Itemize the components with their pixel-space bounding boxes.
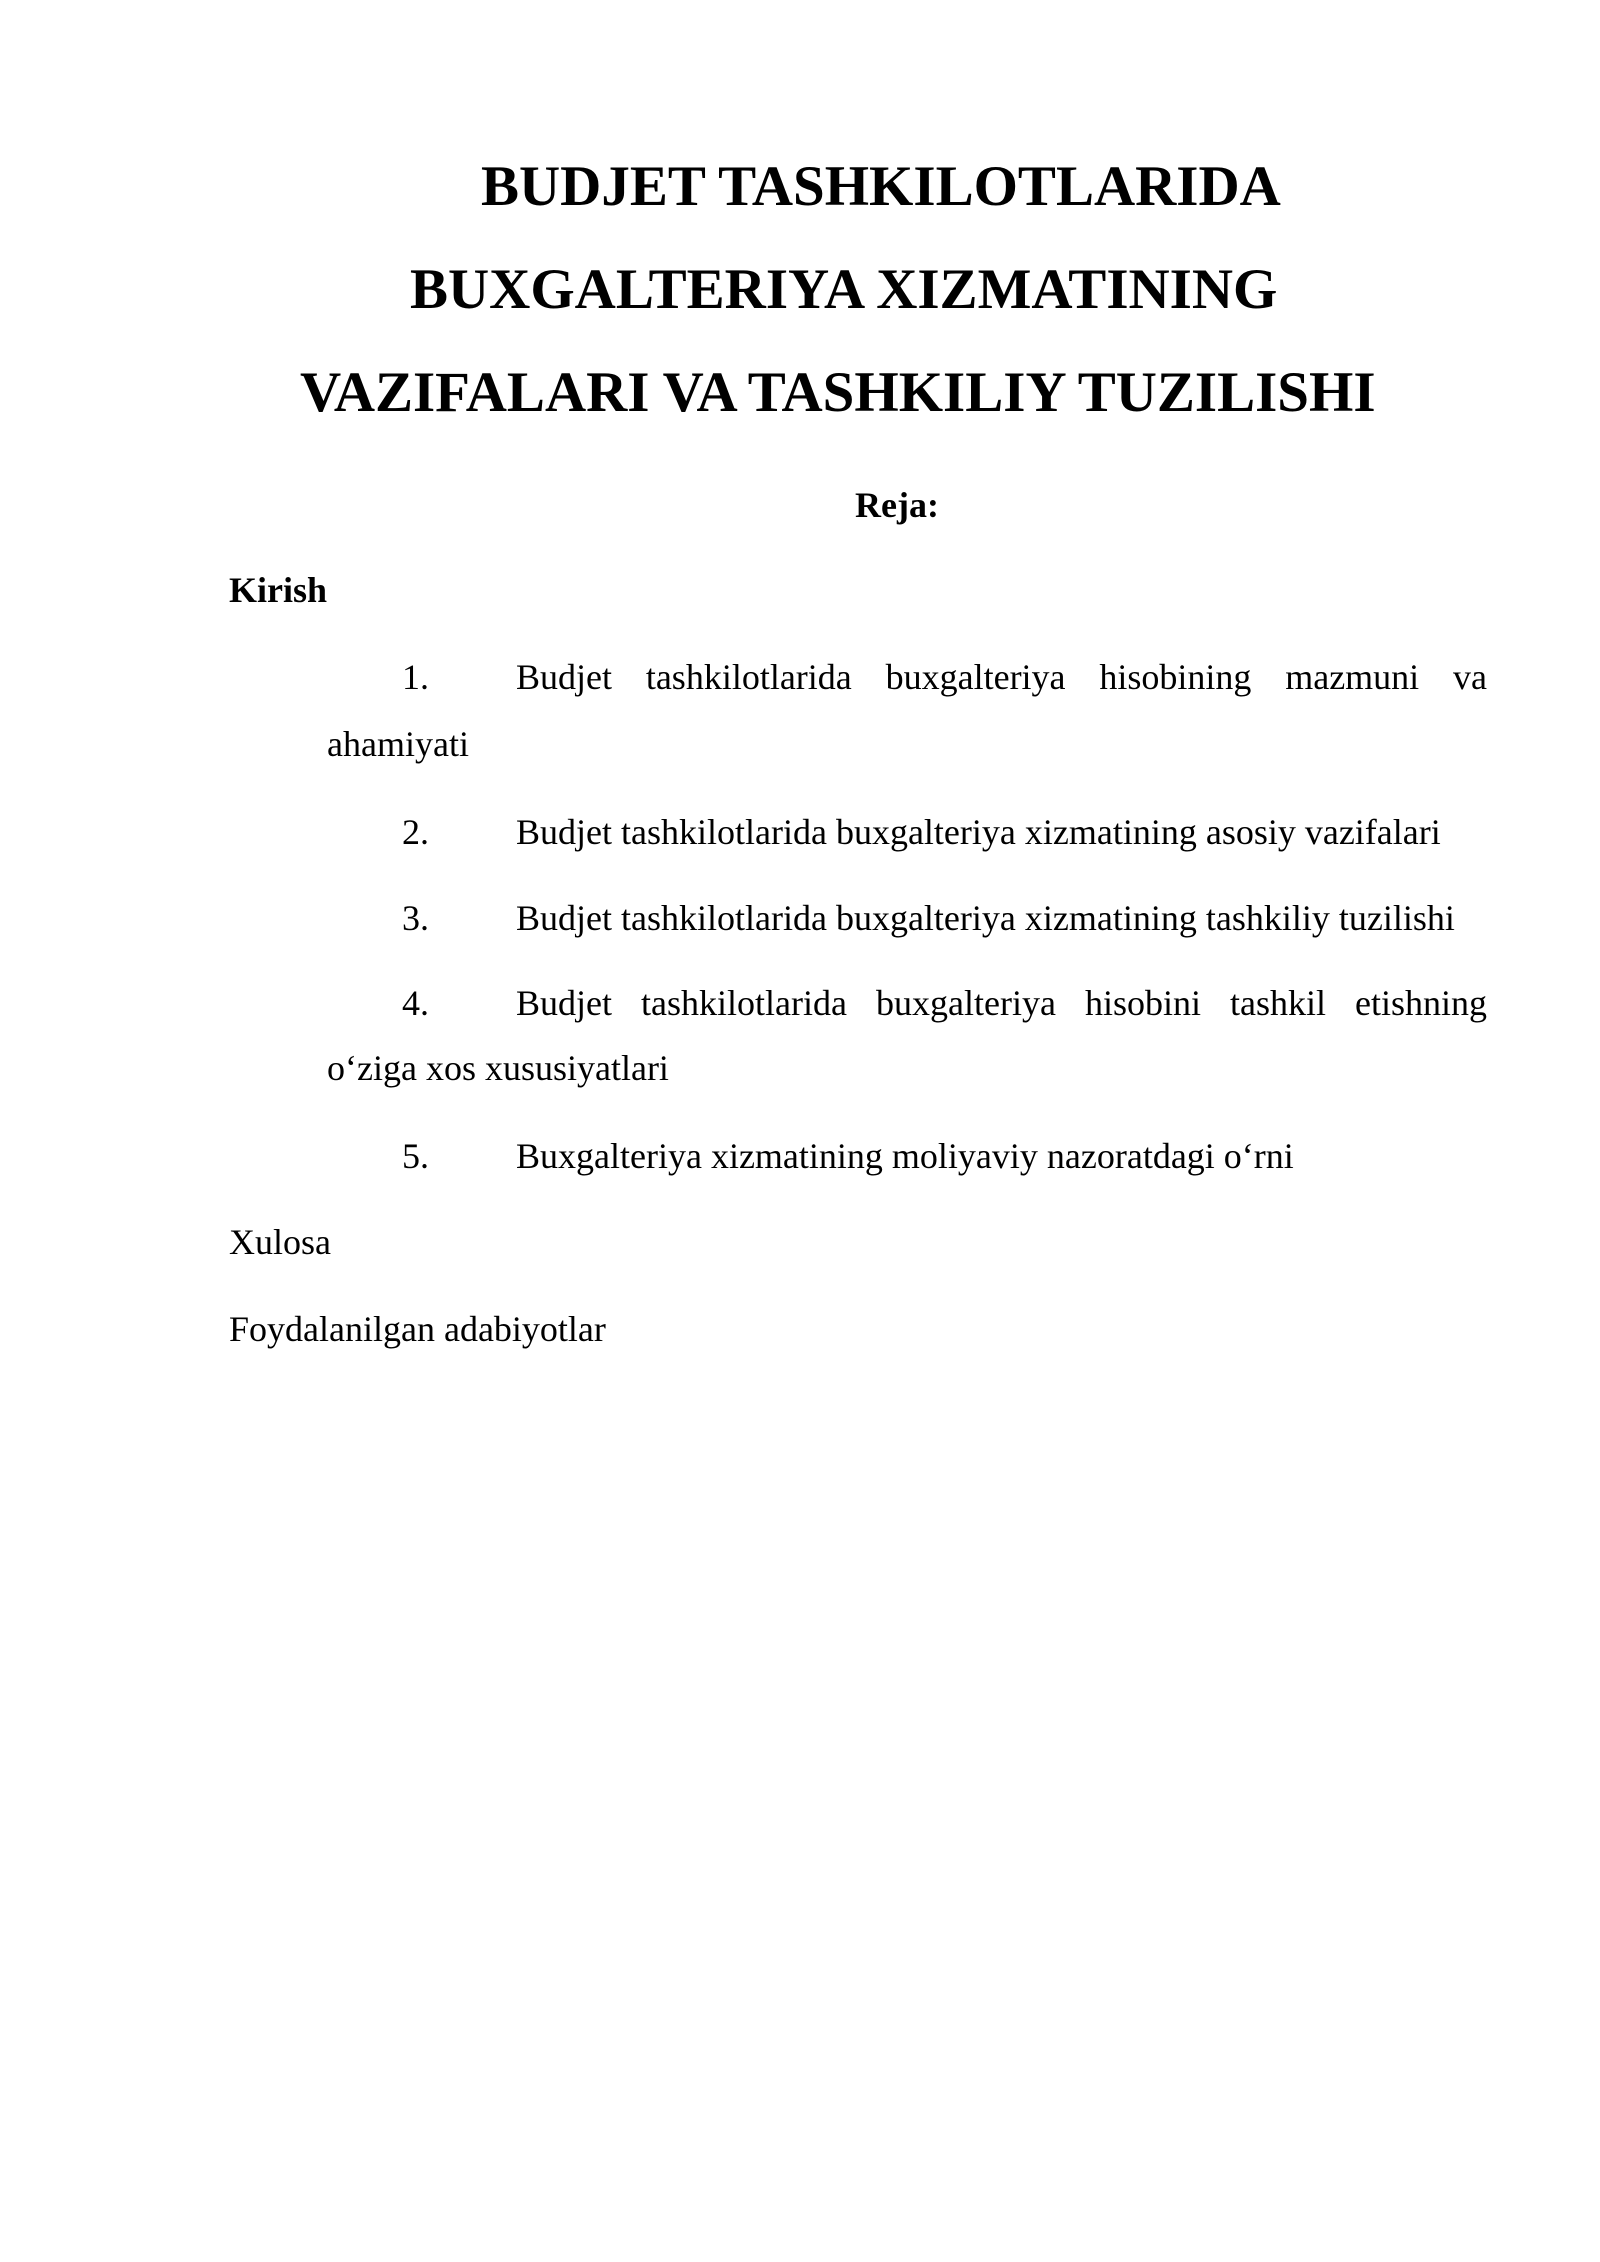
document-title-line-1: BUDJET TASHKILOTLARIDA bbox=[481, 155, 1281, 218]
plan-item-4-text: Budjet tashkilotlarida buxgalteriya hisobini tashkil etishning bbox=[516, 983, 1487, 1023]
plan-item-4-number: 4. bbox=[402, 983, 429, 1023]
document-title-line-2: BUXGALTERIYA XIZMATINING bbox=[410, 258, 1278, 321]
plan-item-5-text: Buxgalteriya xizmatining moliyaviy nazoratdagi o‘rni bbox=[516, 1136, 1294, 1176]
conclusion-heading: Xulosa bbox=[229, 1222, 331, 1262]
plan-item-1-number: 1. bbox=[402, 657, 429, 697]
plan-item-4-text-continuation: o‘ziga xos xususiyatlari bbox=[327, 1048, 669, 1088]
plan-item-3-text: Budjet tashkilotlarida buxgalteriya xizmatining tashkiliy tuzilishi bbox=[516, 898, 1455, 938]
document-title-line-3: VAZIFALARI VA TASHKILIY TUZILISHI bbox=[300, 361, 1376, 424]
plan-item-1-text: Budjet tashkilotlarida buxgalteriya hisobining mazmuni va bbox=[516, 657, 1487, 697]
intro-heading: Kirish bbox=[229, 570, 328, 610]
plan-item-3-number: 3. bbox=[402, 898, 429, 938]
plan-item-1-text-continuation: ahamiyati bbox=[327, 724, 469, 764]
plan-heading: Reja: bbox=[855, 485, 939, 525]
plan-item-2-text: Budjet tashkilotlarida buxgalteriya xizmatining asosiy vazifalari bbox=[516, 812, 1441, 852]
plan-item-5-number: 5. bbox=[402, 1136, 429, 1176]
references-heading: Foydalanilgan adabiyotlar bbox=[229, 1309, 606, 1349]
plan-item-2-number: 2. bbox=[402, 812, 429, 852]
